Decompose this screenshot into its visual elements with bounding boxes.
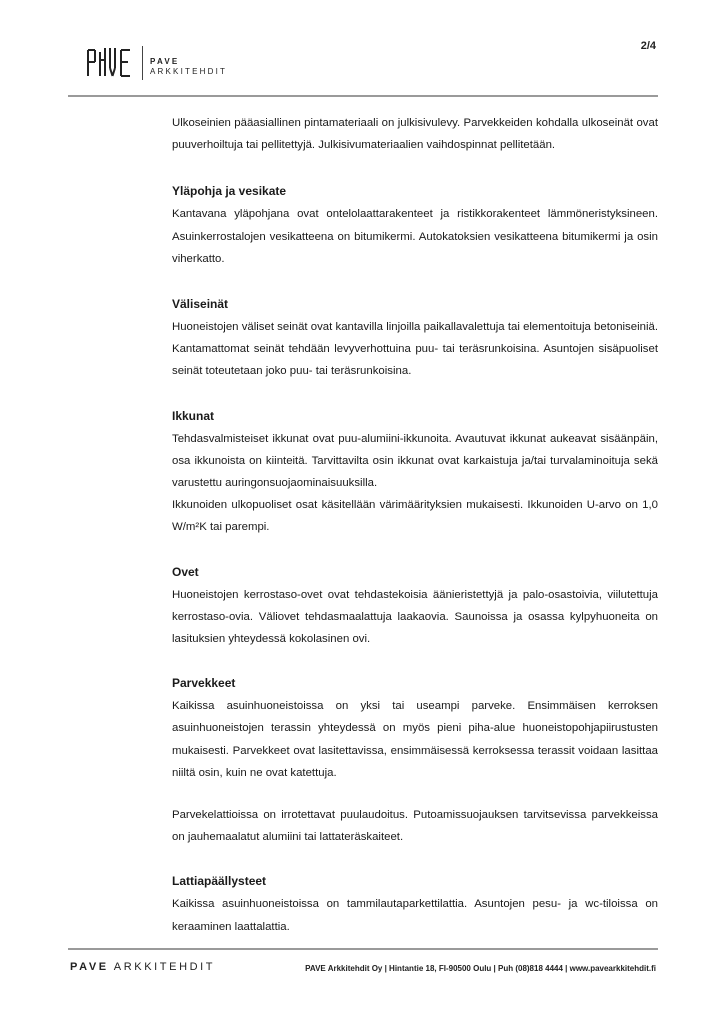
section-ylapohja [172, 180, 658, 270]
section-paragraph: Parvekelattioissa on irrotettavat puulaudoitus. Putoamissuojauksen tarvitsevissa parvekkeissa on jauhemaalatut alumiini tai lattateräskaiteet. [172, 809, 658, 844]
logo-subtext: ARKKITEHDIT [150, 67, 228, 76]
footer-brand [70, 961, 215, 973]
section-parvekkeet [172, 672, 658, 848]
section-paragraph: Kaikissa asuinhuoneistoissa on tammilautaparkettilattia. Asuntojen pesu- ja wc-tiloissa on keraaminen laattalattia. [172, 898, 658, 933]
section-paragraph: Kantavana yläpohjana ovat ontelolaattarakenteet ja ristikkorakenteet lämmöneristyksineen. Asuinkerrostalojen vesikatteena on bitumikermi. Autokatoksien vesikatteena bitumikermi ja osin viherkatto. [172, 208, 658, 265]
section-heading: Yläpohja ja vesikate [172, 184, 287, 199]
logo-wordmark [150, 57, 227, 77]
footer-divider [68, 948, 658, 950]
section-paragraph: Kaikissa asuinhuoneistoissa on yksi tai useampi parveke. Ensimmäisen kerroksen asuinhuoneistojen terassin yhteydessä on myös pieni piha-alue huoneistopohjapiirustusten mukaisesti. Parvekkeet ovat lasitettavissa, ensimmäisessä kerroksessa terassit voidaan lasittaa niiltä osin, kuin ne ovat katettuja. [172, 700, 658, 779]
section-paragraph: Ikkunoiden ulkopuoliset osat käsitellään värimäärityksien mukaisesti. Ikkunoiden U-arvo on 1,0 W/m²K tai parempi. [172, 499, 658, 534]
header-divider [68, 95, 658, 97]
section-heading: Ikkunat [172, 408, 215, 423]
section-heading: Lattiapäällysteet [172, 874, 267, 889]
section-heading: Ovet [172, 564, 199, 579]
footer-brand-bold: PAVE [70, 961, 109, 973]
section-paragraph: Tehdasvalmisteiset ikkunat ovat puu-alumiini-ikkunoita. Avautuvat ikkunat aukeavat sisäänpäin, osa ikkunoista on kiinteitä. Tarvittavilta osin ikkunat ovat karkaistuja ja/tai turvalaminoituja sekä varustettu auringonsuojaominaisuuksilla. [172, 432, 658, 490]
section-paragraph: Huoneistojen väliset seinät ovat kantavilla linjoilla paikallavalettuja tai elementoituja betoniseiniä. Kantamattomat seinät tehdään levyverhottuina puu- tai teräsrunkoisina. Asuntojen sisäpuoliset seinät toteutetaan joko puu- tai teräsrunkoisina. [172, 321, 658, 378]
footer-contact-info: PAVE Arkkitehdit Oy | Hintantie 18, FI-90500 Oulu | Puh (08)818 4444 | www.pavearkkitehdit.fi [305, 964, 656, 973]
section-paragraph: Huoneistojen kerrostaso-ovet ovat tehdastekoisia äänieristettyjä ja palo-osastoivia, viilutettuja kerrostaso-ovia. Väliovet tehdasmaalattuja laakaovia. Saunoissa ja osassa kylpyhuoneita on lasituksien yhteydessä kokolasinen ovi. [172, 588, 658, 646]
section-valiseinat [172, 293, 658, 383]
section-ikkunat [172, 405, 658, 539]
section-heading: Väliseinät [172, 297, 229, 312]
section-ovet [172, 561, 658, 651]
section-heading: Parvekkeet [172, 676, 236, 691]
document-body [172, 112, 658, 938]
section-lattiapaallysteet [172, 870, 658, 937]
page-number: 2/4 [640, 40, 656, 52]
logo-separator [142, 46, 143, 80]
logo-text: PAVE [150, 57, 180, 66]
footer-brand-light: ARKKITEHDIT [113, 961, 216, 973]
intro-paragraph: Ulkoseinien pääasiallinen pintamateriaali on julkisivulevy. Parvekkeiden kohdalla ulkoseinät ovat puuverhoiltuja tai pellitettyjä. Julkisivumateriaalien vaihdospinnat pellitetään. [172, 117, 658, 152]
pave-logo-mark-icon [86, 46, 134, 78]
